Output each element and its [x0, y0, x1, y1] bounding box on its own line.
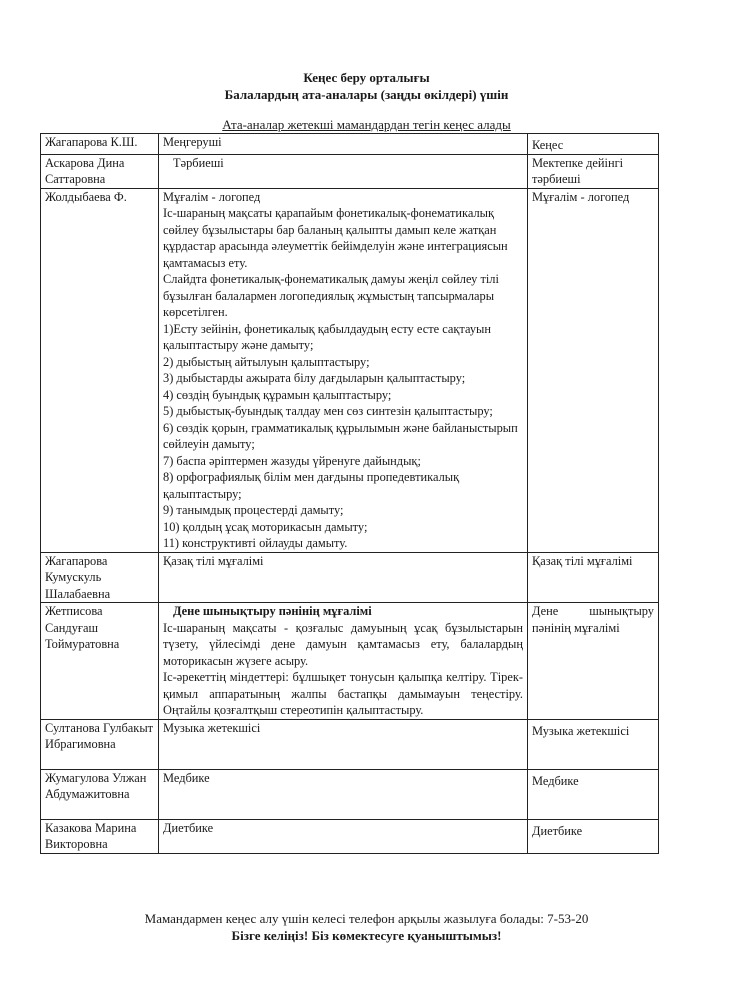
- table-row: [41, 719, 659, 769]
- specialist-position: [528, 819, 659, 853]
- specialist-position: [528, 769, 659, 819]
- role-line: Мұғалім - логопед: [163, 189, 261, 204]
- position-text: Кеңес: [532, 138, 564, 152]
- role-line: 8) орфографиялық білім мен дағдыны пропедевтикалық қалыптастыру;: [163, 470, 460, 501]
- table-row: [41, 134, 659, 155]
- specialist-position: Қазақ тілі мұғалімі: [528, 552, 659, 603]
- document-title: Кеңес беру орталығы: [303, 70, 430, 85]
- document-subtitle: Ата-аналар жетекші мамандардан тегін кеңес алады: [222, 117, 511, 132]
- footer-contact: Мамандармен кеңес алу үшін келесі телефон арқылы жазылуға болады: 7-53-20: [144, 911, 589, 926]
- specialist-position: [528, 719, 659, 769]
- specialist-name: Жетписова Сандуғаш Тоймуратовна: [41, 603, 159, 720]
- table-row: [41, 769, 659, 819]
- specialist-role: [159, 819, 528, 853]
- role-line: Іс-шараның мақсаты - қозғалыс дамуының ұсақ бұзылыстарын түзету, үйлесімді дене дамуын қамтамасыз ету, балалардың моторикасын жүзеге асыру.: [163, 620, 523, 668]
- role-line: Диетбике: [163, 820, 214, 835]
- specialist-name: Жолдыбаева Ф.: [41, 188, 159, 552]
- position-text: Диетбике: [532, 823, 583, 838]
- specialist-role: [159, 719, 528, 769]
- role-line: 2) дыбыстың айтылуын қалыптастыру;: [163, 354, 370, 369]
- role-line: Дене шынықтыру пәнінің мұғалімі: [173, 604, 372, 618]
- role-line: 11) конструктивті ойлауды дамыту.: [163, 536, 348, 550]
- table-row: [41, 188, 659, 552]
- specialist-position: [528, 134, 659, 155]
- specialists-table: [40, 133, 659, 854]
- role-line: 4) сөздің буындық құрамын қалыптастыру;: [163, 387, 392, 402]
- specialist-position: Дене шынықтыру пәнінің мұғалімі: [528, 603, 659, 720]
- role-line: 10) қолдың ұсақ моторикасын дамыту;: [163, 519, 368, 534]
- document-title-line2: Балалардың ата-аналары (заңды өкілдері) үшін: [224, 87, 509, 102]
- specialist-name: Жагапарова К.Ш.: [41, 134, 159, 155]
- role-line: 1)Есту зейінін, фонетикалық қабылдаудың есту есте сақтауын қалыптастыру және дамыту;: [163, 321, 491, 352]
- specialist-role: [159, 134, 528, 155]
- specialist-name: Жагапарова Кумускуль Шалабаевна: [41, 552, 159, 603]
- role-line: 7) баспа әріптермен жазуды үйренуге дайындық;: [163, 453, 421, 468]
- position-text: Медбике: [532, 773, 579, 788]
- role-line: Медбике: [163, 770, 210, 785]
- specialist-role: [159, 188, 528, 552]
- role-line: 5) дыбыстық-буындық талдау мен сөз синтезін қалыптастыру;: [163, 404, 493, 418]
- footer-invitation: Бізге келіңіз! Біз көмектесуге қуаныштымыз!: [231, 928, 502, 943]
- specialist-name: Султанова Гулбакыт Ибрагимовна: [41, 719, 159, 769]
- role-line: Іс-шараның мақсаты қарапайым фонетикалық-фонематикалық сөйлеу бұзылыстары бар баланың қалыпты дамып келе жатқан құрдастар арасында әлеуметтік бейімделуін және интеграциясын қамтамасыз ету.: [163, 206, 508, 270]
- specialist-position: Мектепке дейінгі тәрбиеші: [528, 154, 659, 188]
- role-line: 3) дыбыстарды ажырата білу дағдыларын қалыптастыру;: [163, 371, 466, 385]
- role-line: Меңгеруші: [163, 135, 222, 149]
- table-row: [41, 552, 659, 603]
- specialist-role: [159, 154, 528, 188]
- role-line: Музыка жетекшісі: [163, 720, 261, 735]
- specialist-role: [159, 603, 528, 720]
- specialist-position: Мұғалім - логопед: [528, 188, 659, 552]
- role-line: Қазақ тілі мұғалімі: [163, 553, 264, 568]
- specialist-role: [159, 769, 528, 819]
- role-line: 6) сөздік қорын, грамматикалық құрылымын және байланыстырып сөйлеуін дамыту;: [163, 420, 518, 451]
- role-line: Тәрбиеші: [173, 155, 224, 170]
- specialist-name: Жумагулова Улжан Абдумажитовна: [41, 769, 159, 819]
- table-row: [41, 154, 659, 188]
- table-row: [41, 603, 659, 720]
- role-line: 9) танымдық процестерді дамыту;: [163, 503, 344, 517]
- role-line: Слайдта фонетикалық-фонематикалық дамуы жеңіл сөйлеу тілі бұзылған балалармен логопедиялық жұмыстың тапсырмалары көрсетілген.: [163, 272, 499, 319]
- specialist-name: Казакова Марина Викторовна: [41, 819, 159, 853]
- specialist-name: Аскарова Дина Саттаровна: [41, 154, 159, 188]
- role-line: Іс-әрекеттің міндеттері: бұлшықет тонусын қалыпқа келтіру. Тірек-қимыл аппаратының жалпы бастапқы дамымауын теңестіру. Оңтайлы қозғалтқыш стереотипін қалыптастыру.: [163, 670, 523, 717]
- specialist-role: [159, 552, 528, 603]
- position-text: Музыка жетекшісі: [532, 723, 630, 738]
- table-row: [41, 819, 659, 853]
